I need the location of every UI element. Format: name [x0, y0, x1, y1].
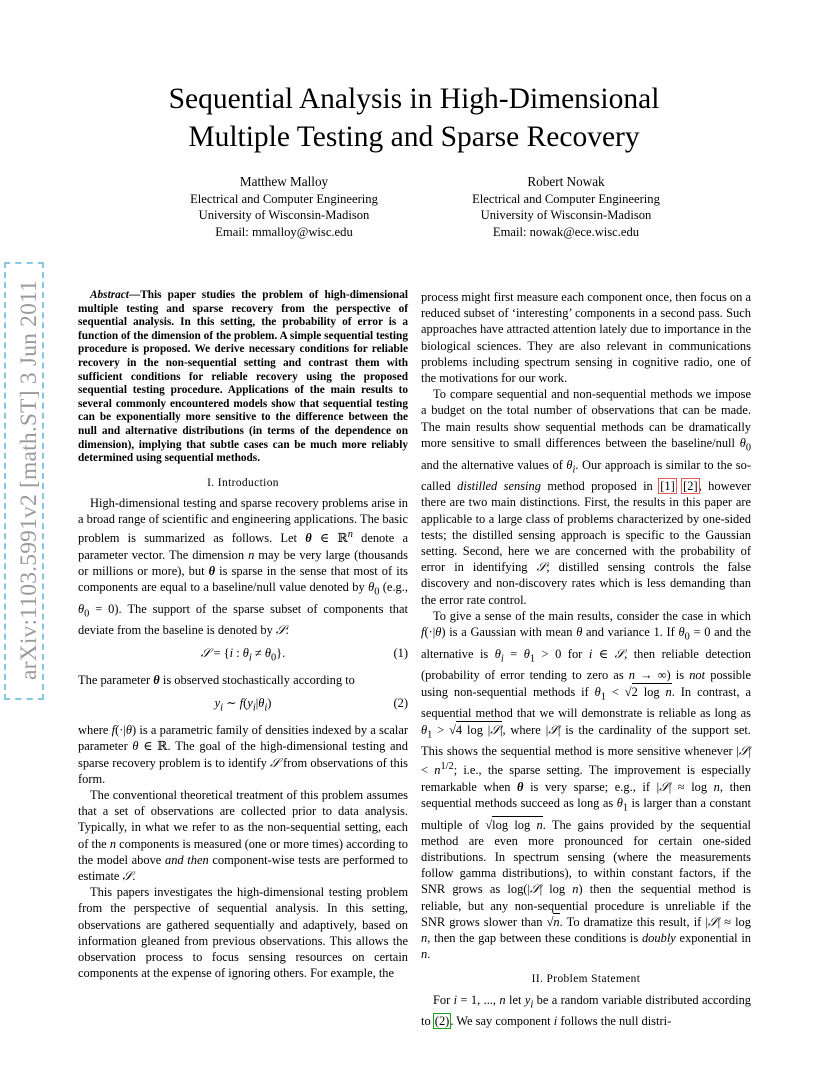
- abstract-label: Abstract: [90, 289, 129, 301]
- abstract: [78, 289, 408, 466]
- author-dept: Electrical and Computer Engineering: [190, 191, 378, 206]
- left-column: [78, 289, 408, 981]
- author-name: Robert Nowak: [527, 174, 605, 189]
- author-name: Matthew Malloy: [239, 174, 329, 189]
- arxiv-stamp[interactable]: arXiv:1103.5991v2 [math.ST] 3 Jun 2011: [16, 279, 42, 680]
- paragraph: The conventional theoretical treatment of this problem assumes that a set of observations are collected prior to data analysis. Typically, in what we refer to as the non-sequential setting, each of the n components is measured (one or more times) according to the model above and then component-wise tests are performed to estimate 𝒮.: [78, 788, 408, 884]
- paper-title: [0, 80, 828, 156]
- equation-number: (1): [393, 645, 408, 660]
- abstract-text: —This paper studies the problem of high-dimensional multiple testing and sparse recovery from the perspective of sequential analysis. In this setting, the probability of error is a function of the dimension of the problem. A simple sequential testing procedure is proposed. We derive necessary conditions for reliable recovery in the non-sequential setting and contrast them with sufficient conditions for reliable recovery using the proposed sequential testing procedure. Applications of the main results to several commonly encountered models show that sequential testing can be exponentially more sensitive to the difference between the null and alternative distributions (in terms of the dependence on dimension), implying that subtle cases can be much more reliably determined using sequential methods.: [78, 289, 408, 465]
- section-heading-problem-statement: II. Problem Statement: [531, 973, 641, 986]
- paragraph: High-dimensional testing and sparse recovery problems arise in a broad range of scientific and engineering applications. The basic problem is summarized as follows. Let θ ∈ ℝ$^n$ denote a parameter vector. The dimension n may be very large (thousands or millions or more), but θ is sparse in the sense that most of its components are equal to a baseline/null value denoted by $\theta_0$ (e.g., $\theta_0 = 0$). The support of the sparse subset of components that deviate from the baseline is denoted by 𝒮:: [78, 495, 408, 638]
- citation-link[interactable]: [2]: [683, 479, 698, 494]
- title-line-1: Sequential Analysis in High-Dimensional: [168, 83, 660, 115]
- paragraph: The parameter θ is observed stochastically according to: [78, 673, 355, 688]
- section-heading-introduction: I. Introduction: [207, 476, 279, 489]
- paragraph: To give a sense of the main results, consider the case in which f(·|θ) is a Gaussian with mean θ and variance 1. If $\theta_0 = 0$ and the alternative is $\theta_i = \theta_1 > 0$ for i ∈ 𝒮, then reliable detection (probability of error tending to zero as n → ∞) is not possible using non-sequential methods if $\theta_1 < √2$ log n. In contrast, a sequential method that we will demonstrate is reliable as long as $\theta_1 > √4$ log |𝒮|, where |𝒮| is the cardinality of the support set. This shows the sequential method is more sensitive whenever |𝒮| < $n^{1/2}$; i.e., the sparse setting. The improvement is especially remarkable when θ is very sparse; e.g., if |𝒮| ≈ log n, then sequential methods succeed as long as $\theta_1$ is larger than a constant multiple of √log log n. The gains provided by the sequential method are even more pronounced for certain one-sided distributions. In spectrum sensing (where the measurements follow gamma distributions), to within constant factors, if the SNR grows as log(|𝒮| log n) then the sequential method is reliable, but any non-sequential procedure is unreliable if the SNR grows slower than √n. To dramatize this result, if |𝒮| ≈ log n, then the gap between these conditions is doubly exponential in n.: [421, 608, 752, 962]
- author-affiliation: University of Wisconsin-Madison: [480, 208, 652, 222]
- paragraph: This papers investigates the high-dimensional testing problem from the perspective of sequential analysis. In this setting, observations are gathered sequentially and adaptively, based on information gleaned from previous observations. This allows the observation process to focus sensing resources on certain components at the expense of ignoring others. For example, the: [78, 885, 408, 981]
- author-dept: Electrical and Computer Engineering: [472, 191, 660, 206]
- right-column: [421, 289, 751, 1030]
- equation-2: $y_i$ ∼ $f(y_i|\theta_i)$ (2): [214, 695, 408, 714]
- paragraph: To compare sequential and non-sequential methods we impose a budget on the total number of observations that can be made. The main results show sequential methods can be dramatically more sensitive to small differences between the baseline/null $\theta_0$ and the alternative values of $\theta_i$. Our approach is similar to the so-called distilled sensing method proposed in [1] [2], however there are two main distinctions. First, the results in this paper are applicable to a large class of problems characterized by one-sided tests; the distilled sensing approach is specific to the Gaussian setting. Second, here we are concerned with the probability of error in identifying 𝒮; distilled sensing controls the false discovery and non-discovery rates which is less demanding than the error rate control.: [421, 387, 752, 607]
- equation-1: 𝒮 = {i : $\theta_i \ne \theta_0$}. (1): [200, 645, 408, 664]
- equation-number: (2): [393, 695, 408, 710]
- author-email: Email: nowak@ece.wisc.edu: [492, 224, 640, 239]
- author-block-2: [416, 174, 716, 240]
- citation-link[interactable]: [1]: [660, 479, 675, 494]
- author-email: Email: mmalloy@wisc.edu: [215, 224, 353, 239]
- author-block-1: [134, 174, 434, 240]
- equation-reference-link[interactable]: (2): [434, 1014, 450, 1029]
- author-affiliation: University of Wisconsin-Madison: [198, 208, 370, 222]
- paragraph: For i = 1, ..., n let $y_i$ be a random variable distributed according to (2). We say component i follows the null distri-: [421, 992, 752, 1029]
- paragraph: process might first measure each component once, then focus on a reduced subset of ‘interesting’ components in a second pass. Such approaches have attracted attention lately due to importance in the biological sciences. They are also relevant in communications problems including spectrum sensing in cognitive radio, one of the motivations for our work.: [421, 290, 751, 386]
- paragraph: where f(·|θ) is a parametric family of densities indexed by a scalar parameter θ ∈ ℝ. The goal of the high-dimensional testing and sparse recovery problem is to identify 𝒮 from observations of this form.: [78, 723, 409, 786]
- title-line-2: Multiple Testing and Sparse Recovery: [188, 121, 640, 153]
